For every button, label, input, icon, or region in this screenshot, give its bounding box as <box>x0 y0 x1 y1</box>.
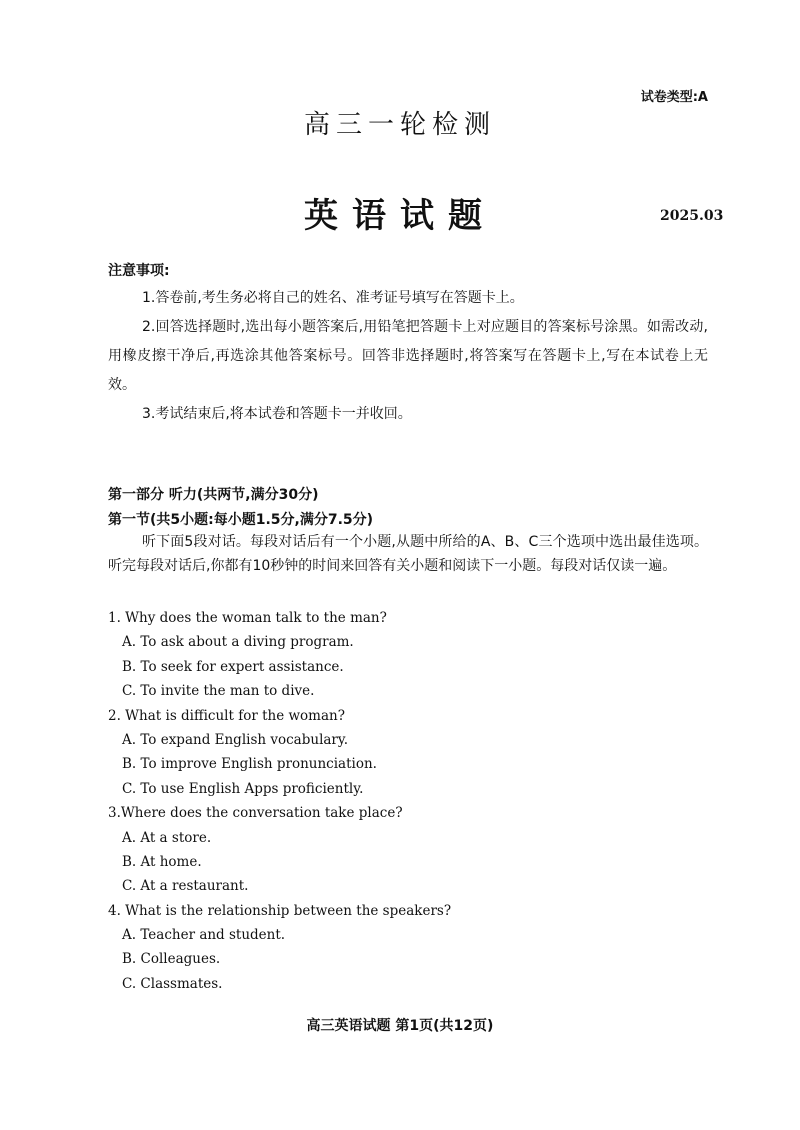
question <box>108 801 708 899</box>
question-stem: 2. What is difficult for the woman? <box>108 707 345 724</box>
exam-title: 英语试题 <box>304 196 496 236</box>
section-instructions: 听下面5段对话。每段对话后有一个小题,从题中所给的A、B、C三个选项中选出最佳选项。听完每段对话后,你都有10秒钟的时间来回答有关小题和阅读下一小题。每段对话仅读一遍。 <box>108 534 708 574</box>
question-stem: 3.Where does the conversation take place? <box>108 805 403 822</box>
question-option: A. Teacher and student. <box>122 927 286 944</box>
question-option: B. Colleagues. <box>122 951 221 968</box>
question-option: B. To improve English pronunciation. <box>122 756 377 773</box>
question-stem: 4. What is the relationship between the speakers? <box>108 902 452 919</box>
section-heading: 第一节(共5小题:每小题1.5分,满分7.5分) <box>108 512 374 528</box>
part-heading: 第一部分 听力(共两节,满分30分) <box>108 487 319 503</box>
question-option: C. To use English Apps proficiently. <box>122 780 364 797</box>
question-option: C. To invite the man to dive. <box>122 683 315 700</box>
notes-heading: 注意事项: <box>108 263 170 279</box>
page-footer: 高三英语试题 第1页(共12页) <box>306 1018 494 1034</box>
exam-date: 2025.03 <box>660 208 724 224</box>
question-option: B. To seek for expert assistance. <box>122 658 344 675</box>
note-item: 2.回答选择题时,选出每小题答案后,用铅笔把答题卡上对应题目的答案标号涂黑。如需改动,用橡皮擦干净后,再选涂其他答案标号。回答非选择题时,将答案写在答题卡上,写在本试卷上无效。 <box>108 319 708 393</box>
note-item: 1.答卷前,考生务必将自己的姓名、准考证号填写在答题卡上。 <box>142 290 524 306</box>
question-option: A. To ask about a diving program. <box>122 634 354 651</box>
question-option: C. At a restaurant. <box>122 878 249 895</box>
question <box>108 704 708 802</box>
paper-type-label: 试卷类型:A <box>640 90 708 105</box>
question-option: B. At home. <box>122 853 202 870</box>
question-list <box>108 606 708 996</box>
question-option: A. At a store. <box>122 829 212 846</box>
question <box>108 899 708 997</box>
note-item: 3.考试结束后,将本试卷和答题卡一并收回。 <box>142 406 412 422</box>
exam-subtitle: 高三一轮检测 <box>303 110 496 140</box>
question-stem: 1. Why does the woman talk to the man? <box>108 610 387 626</box>
question-option: A. To expand English vocabulary. <box>122 731 349 748</box>
question-option: C. Classmates. <box>122 975 223 992</box>
question <box>108 606 708 704</box>
